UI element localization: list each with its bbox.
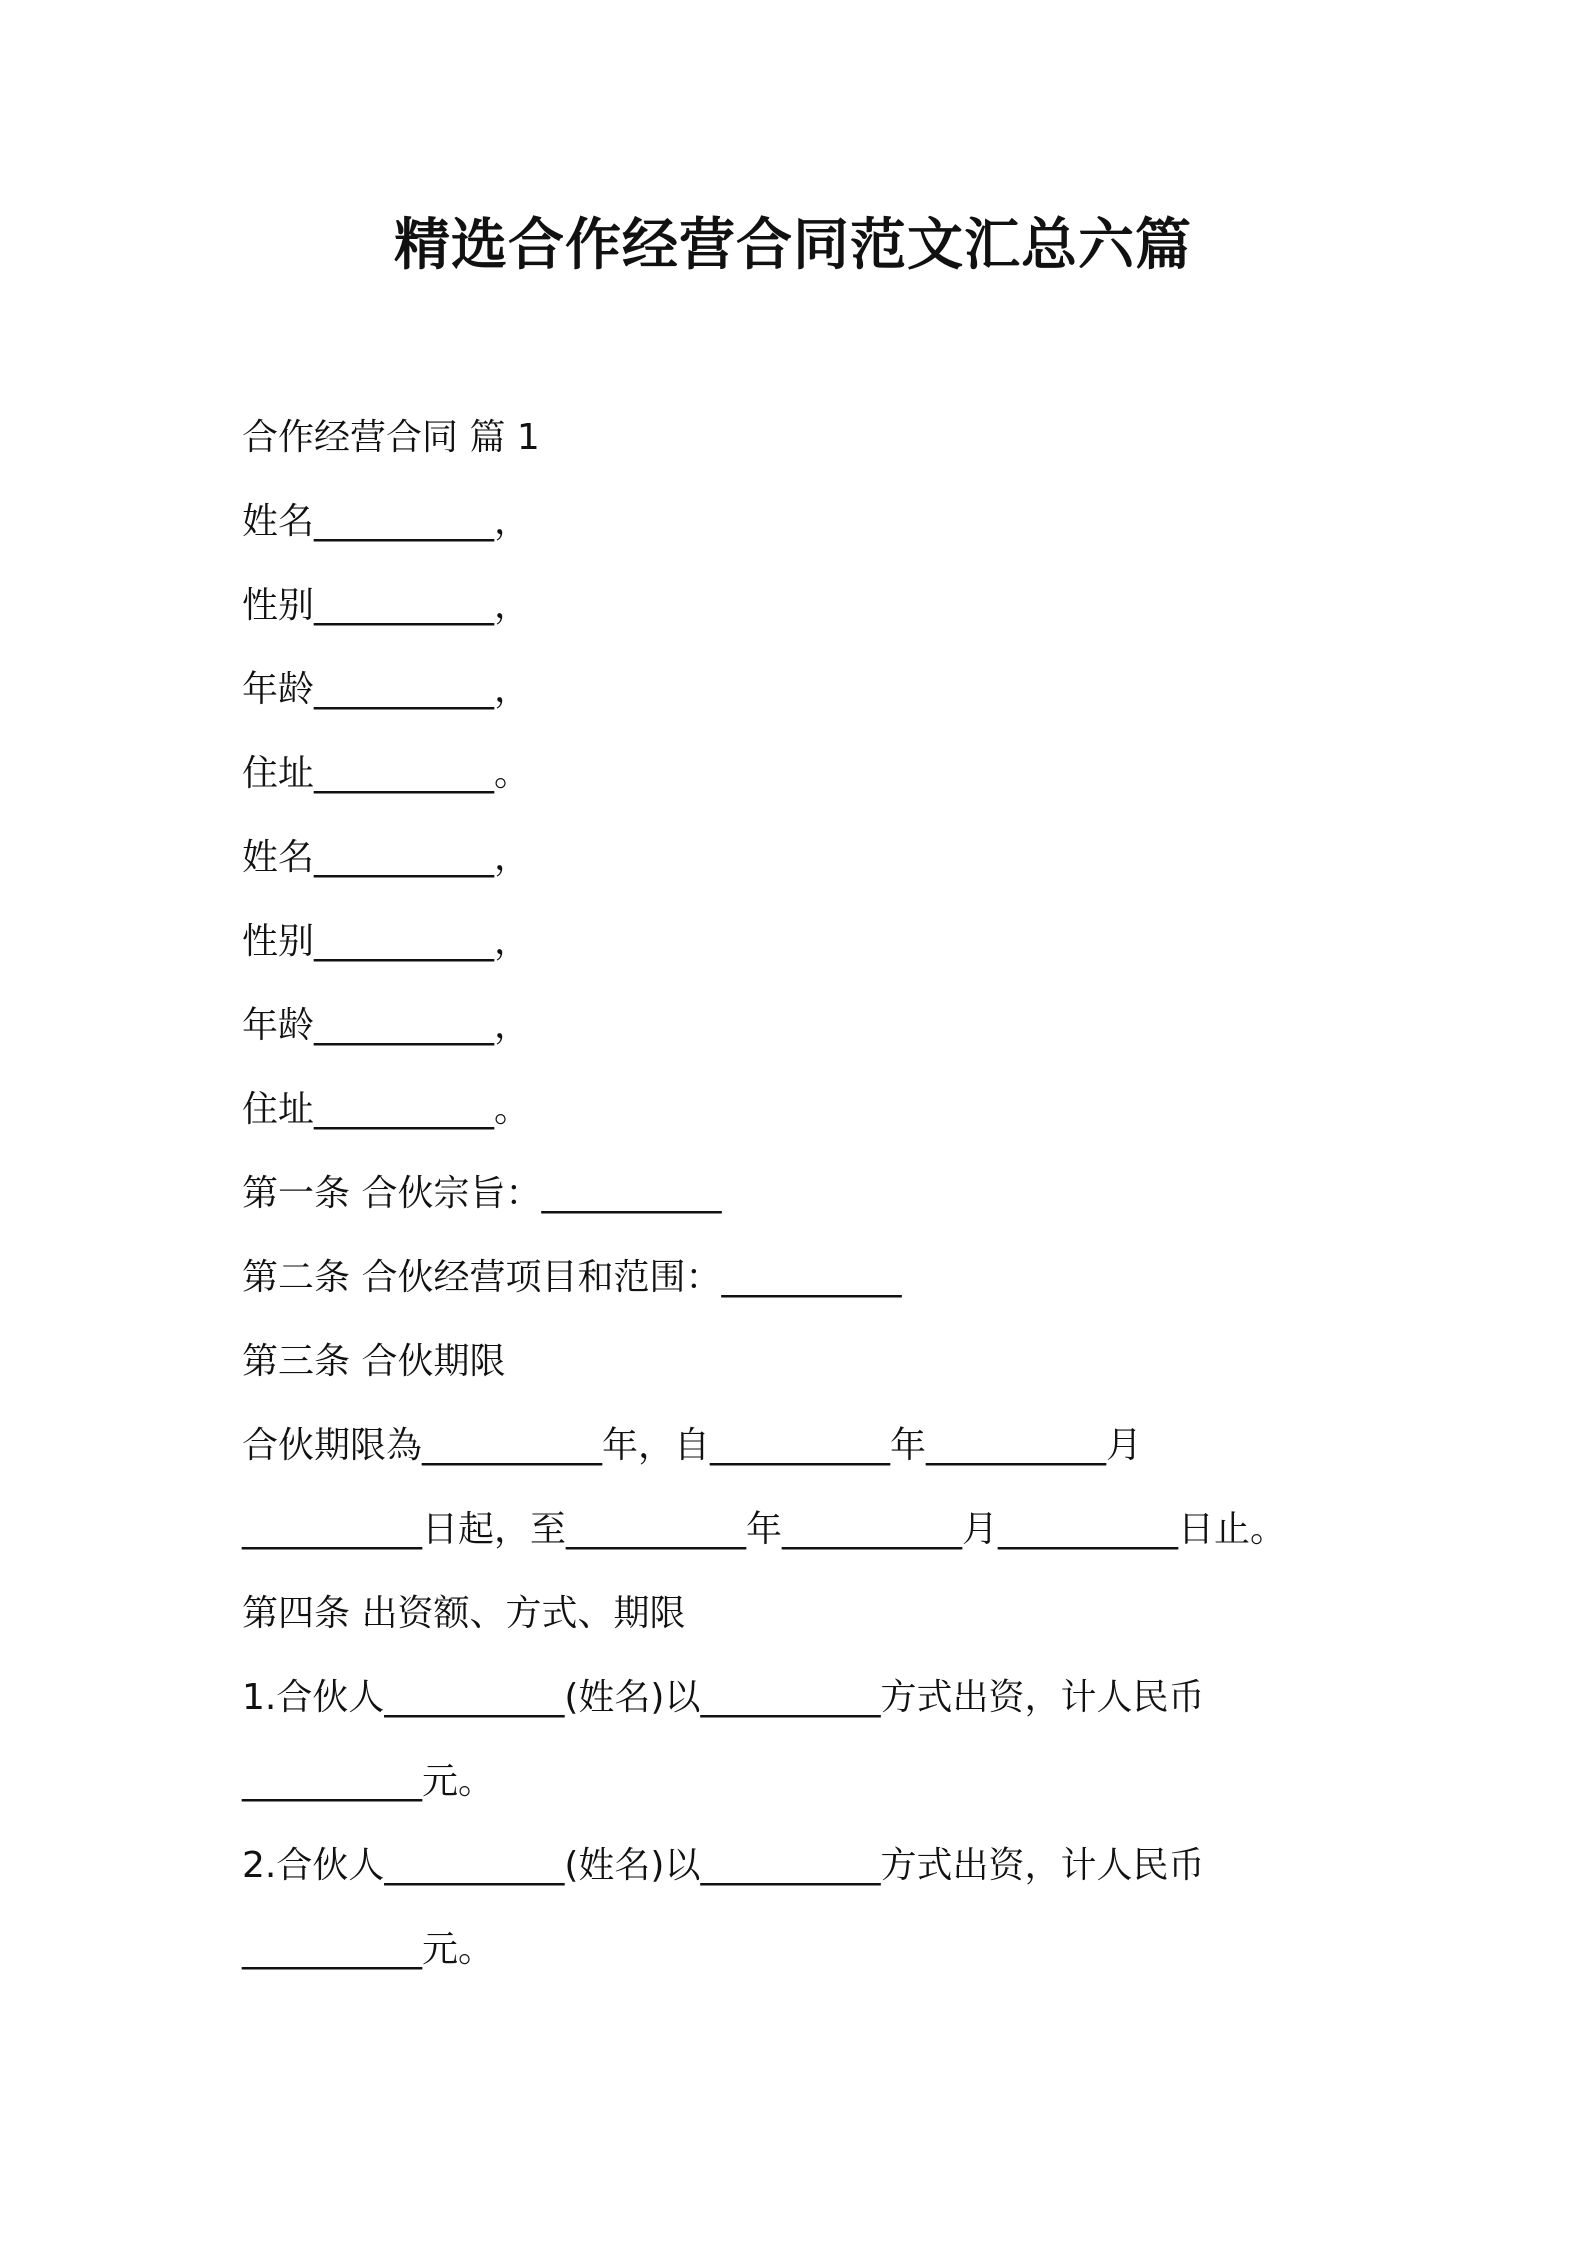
article-3-term-line-2: __________日起，至__________年__________月__________日止。 [242, 1509, 1287, 1550]
section-heading: 合作经营合同 篇 1 [242, 417, 540, 458]
party2-name-line: 姓名__________， [242, 837, 531, 878]
article-2: 第二条 合伙经营项目和范围：__________ [242, 1257, 902, 1298]
article-4-heading: 第四条 出资额、方式、期限 [242, 1593, 686, 1634]
article-1: 第一条 合伙宗旨：__________ [242, 1173, 722, 1214]
party2-age-line: 年龄__________， [242, 1005, 531, 1046]
party1-address-line: 住址__________。 [242, 753, 531, 794]
article-3-term-line-1: 合伙期限為__________年，自__________年__________月 [242, 1425, 1143, 1466]
party1-age-line: 年龄__________， [242, 669, 531, 710]
party1-gender-line: 性别__________， [242, 585, 531, 626]
document-title: 精选合作经营合同范文汇总六篇 [394, 213, 1192, 278]
article-3-heading: 第三条 合伙期限 [242, 1341, 506, 1382]
party2-address-line: 住址__________。 [242, 1089, 531, 1130]
party1-name-line: 姓名__________， [242, 501, 531, 542]
article-4-item-1-line-1: 1.合伙人__________(姓名)以__________方式出资，计人民币 [242, 1677, 1205, 1718]
article-4-item-1-line-2: __________元。 [242, 1761, 495, 1802]
party2-gender-line: 性别__________， [242, 921, 531, 962]
article-4-item-2-line-2: __________元。 [242, 1929, 495, 1970]
article-4-item-2-line-1: 2.合伙人__________(姓名)以__________方式出资，计人民币 [242, 1845, 1205, 1886]
